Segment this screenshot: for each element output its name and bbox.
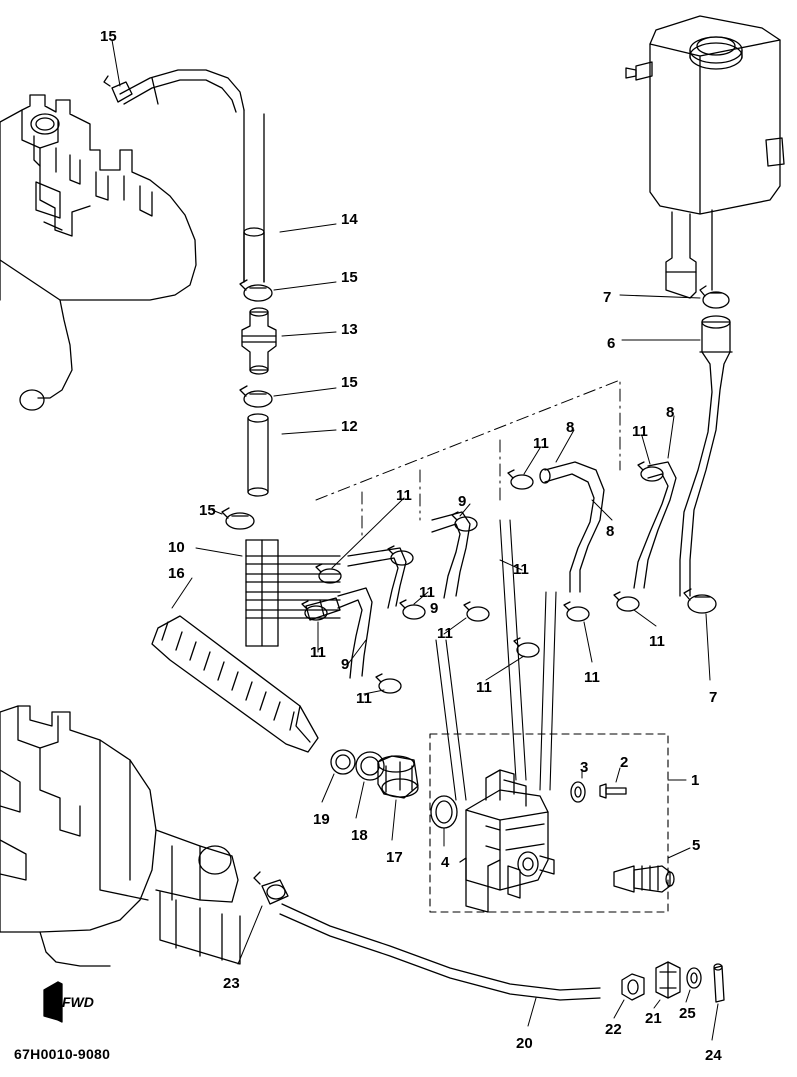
clamp-11 bbox=[508, 470, 533, 489]
leader-13 bbox=[282, 332, 336, 336]
hose-20 bbox=[280, 904, 600, 1000]
callout-11: 11 bbox=[419, 584, 435, 601]
clamp-15-a bbox=[240, 280, 272, 301]
callout-20: 20 bbox=[516, 1035, 533, 1052]
oring-19 bbox=[331, 750, 355, 774]
clamp-15-top bbox=[104, 76, 132, 102]
leader-17 bbox=[392, 800, 396, 840]
leader-12 bbox=[282, 430, 336, 434]
callout-11: 11 bbox=[310, 644, 326, 661]
callout-21: 21 bbox=[645, 1010, 662, 1027]
hose-6 bbox=[680, 316, 732, 596]
clamp-7-lower bbox=[684, 589, 716, 613]
nut-22 bbox=[622, 974, 644, 1000]
callout-7: 7 bbox=[709, 689, 718, 706]
hose-network bbox=[306, 462, 676, 800]
callout-17: 17 bbox=[386, 849, 403, 866]
leader-15-top bbox=[112, 40, 120, 86]
fwd-arrow bbox=[44, 982, 62, 1022]
callout-11: 11 bbox=[476, 679, 492, 696]
callout-8: 8 bbox=[606, 523, 615, 540]
callout-10: 10 bbox=[168, 539, 185, 556]
pin-24 bbox=[714, 964, 724, 1002]
callout-9: 9 bbox=[341, 656, 350, 673]
callout-8: 8 bbox=[566, 419, 575, 436]
callout-9: 9 bbox=[458, 493, 467, 510]
callout-8: 8 bbox=[666, 404, 675, 421]
clamp-11 bbox=[464, 602, 489, 621]
clamp-11 bbox=[400, 600, 425, 619]
callout-12: 12 bbox=[341, 418, 358, 435]
callout-11: 11 bbox=[533, 435, 549, 452]
pipe-12 bbox=[248, 414, 268, 496]
callout-4: 4 bbox=[441, 854, 450, 871]
clamp-11 bbox=[564, 602, 589, 621]
leader-10 bbox=[196, 548, 242, 556]
callout-11: 11 bbox=[584, 669, 600, 686]
callout-11: 11 bbox=[513, 561, 529, 578]
callout-23: 23 bbox=[223, 975, 240, 992]
oring-18 bbox=[356, 752, 384, 780]
callout-15: 15 bbox=[100, 28, 117, 45]
clamp-15-c bbox=[222, 508, 254, 529]
callout-3: 3 bbox=[580, 759, 589, 776]
hose-15-top bbox=[120, 70, 244, 112]
leader-23 bbox=[238, 906, 262, 964]
callout-11: 11 bbox=[396, 487, 412, 504]
engine-block-upper bbox=[0, 95, 196, 410]
fitting-21 bbox=[656, 962, 680, 998]
callout-2: 2 bbox=[620, 754, 629, 771]
callout-22: 22 bbox=[605, 1021, 622, 1038]
clamp-7-upper bbox=[700, 286, 729, 308]
callout-11: 11 bbox=[649, 633, 665, 650]
callout-24: 24 bbox=[705, 1047, 722, 1064]
oring-4 bbox=[431, 796, 457, 828]
leader-19 bbox=[322, 774, 334, 802]
flex-hose-16 bbox=[152, 616, 318, 752]
clamp-11 bbox=[614, 592, 639, 611]
engine-block-lower bbox=[0, 706, 240, 966]
leader-5 bbox=[668, 848, 690, 858]
callout-6: 6 bbox=[607, 335, 616, 352]
callout-11: 11 bbox=[356, 690, 372, 707]
leader-20 bbox=[528, 998, 536, 1026]
callout-1: 1 bbox=[691, 772, 700, 789]
fwd-direction-label: FWD bbox=[62, 994, 94, 1010]
oil-tank bbox=[626, 16, 784, 298]
fitting-5 bbox=[614, 866, 674, 892]
leader-7-lower bbox=[706, 614, 710, 680]
clamps-11 bbox=[302, 462, 663, 696]
joint-13 bbox=[242, 308, 276, 374]
callout-18: 18 bbox=[351, 827, 368, 844]
bolt-2 bbox=[600, 784, 626, 798]
clamp-23 bbox=[254, 872, 288, 904]
washer-25 bbox=[687, 968, 701, 988]
leader-18 bbox=[356, 782, 364, 818]
clamp-15-b bbox=[240, 386, 272, 407]
callout-15: 15 bbox=[341, 374, 358, 391]
diagram-part-number: 67H0010-9080 bbox=[14, 1046, 111, 1062]
fuel-pump-body bbox=[460, 770, 554, 912]
leader-24 bbox=[712, 1004, 718, 1040]
assembly-dashdot-outline bbox=[316, 380, 620, 540]
leader-15-b bbox=[274, 388, 336, 396]
leader-21 bbox=[654, 1000, 660, 1008]
clamp-11 bbox=[376, 674, 401, 693]
callout-15: 15 bbox=[341, 269, 358, 286]
fuel-rail-10 bbox=[246, 540, 340, 646]
leader-22 bbox=[614, 1000, 624, 1018]
callout-14: 14 bbox=[341, 211, 358, 228]
leader-25 bbox=[686, 990, 690, 1002]
callout-16: 16 bbox=[168, 565, 185, 582]
callout-19: 19 bbox=[313, 811, 330, 828]
callout-5: 5 bbox=[692, 837, 701, 854]
leader-15-a bbox=[274, 282, 336, 290]
callout-leaders bbox=[318, 416, 674, 694]
callout-11: 11 bbox=[437, 625, 453, 642]
callout-25: 25 bbox=[679, 1005, 696, 1022]
leader-7-upper bbox=[620, 295, 700, 298]
callout-9: 9 bbox=[430, 600, 439, 617]
washer-3 bbox=[571, 782, 585, 802]
callout-13: 13 bbox=[341, 321, 358, 338]
pipe-14 bbox=[244, 110, 264, 282]
leader-16 bbox=[172, 578, 192, 608]
leader-14 bbox=[280, 224, 336, 232]
callout-11: 11 bbox=[632, 423, 648, 440]
callout-15: 15 bbox=[199, 502, 216, 519]
callout-7: 7 bbox=[603, 289, 612, 306]
